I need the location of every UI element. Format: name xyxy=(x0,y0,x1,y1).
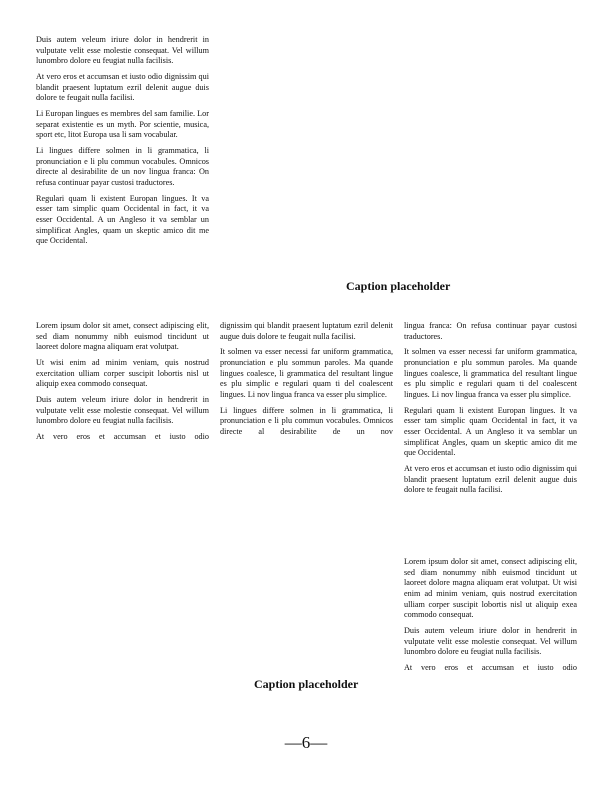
paragraph: Duis autem veleum iriure dolor in hendrerit in vulputate velit esse molestie consequat. Vel willum lunombro dolore eu feugiat nulla facilisis. xyxy=(36,394,209,426)
column-bottom-left xyxy=(36,321,209,448)
column-top-left xyxy=(36,35,209,252)
column-right-upper xyxy=(404,321,577,501)
paragraph: lingua franca: On refusa continuar payar custosi traductores. xyxy=(404,321,577,341)
caption-lower: Caption placeholder xyxy=(254,677,359,691)
page-number: —6— xyxy=(284,733,328,752)
paragraph: Ut wisi enim ad minim veniam, quis nostrud exercitation ulliam corper suscipit lobortis nisl ut aliquip exea commodo consequat. xyxy=(36,357,209,389)
column-right-lower xyxy=(404,557,577,679)
paragraph: At vero eros et accumsan et iusto odio dignissim qui blandit praesent luptatum ezril delenit augue duis dolore te feugait nulla facilisi. xyxy=(36,71,209,103)
paragraph: It solmen va esser necessi far uniform grammatica, pronunciation e plu sommun paroles. Ma quande lingues coalesce, li grammatica del resultant lingue es plu simplic e regulari quam ti del coalescent lingues. Li nov lingua franca va esser plu simplice. xyxy=(220,347,393,399)
caption-upper: Caption placeholder xyxy=(346,279,451,293)
paragraph: It solmen va esser necessi far uniform grammatica, pronunciation e plu sommun paroles. Ma quande lingues coalesce, li grammatica del resultant lingue es plu simplic e regulari quam ti del coalescent lingues. Li nov lingua franca va esser plu simplice. xyxy=(404,347,577,399)
column-middle xyxy=(220,321,393,443)
paragraph: Li Europan lingues es membres del sam familie. Lor separat existentie es un myth. Por scientie, musica, sport etc, litot Europa usa li sam vocabular. xyxy=(36,108,209,140)
paragraph: Li lingues differe solmen in li grammatica, li pronunciation e li plu commun vocabules. Omnicos directe al desirabilite de un nov xyxy=(220,405,393,436)
paragraph: Duis autem veleum iriure dolor in hendrerit in vulputate velit esse molestie consequat. Vel willum lunombro dolore eu feugiat nulla facilisis. xyxy=(404,625,577,657)
paragraph: Regulari quam li existent Europan lingues. It va esser tam simplic quam Occidental in fact, it va esser Occidental. A un Angleso it va semblar un simplificat Angles, quam un skeptic amico dit me que Occidental. xyxy=(404,405,577,458)
paragraph: At vero eros et accumsan et iusto odio dignissim qui blandit praesent luptatum ezril delenit augue duis dolore te feugait nulla facilisi. xyxy=(404,463,577,495)
paragraph: Lorem ipsum dolor sit amet, consect adipiscing elit, sed diam nonummy nibh euismod tincidunt ut laoreet dolore magna aliquam erat volutpat. xyxy=(36,321,209,352)
paragraph: Duis autem veleum iriure dolor in hendrerit in vulputate velit esse molestie consequat. Vel willum lunombro dolore eu feugiat nulla facilisis. xyxy=(36,35,209,66)
paragraph: Li lingues differe solmen in li grammatica, li pronunciation e li plu commun vocabules. Omnicos directe al desirabilite de un nov lingua franca: On refusa continuar payar custosi traductores. xyxy=(36,145,209,187)
paragraph: dignissim qui blandit praesent luptatum ezril delenit augue duis dolore te feugait nulla facilisi. xyxy=(220,321,393,341)
paragraph: Lorem ipsum dolor sit amet, consect adipiscing elit, sed diam nonummy nibh euismod tincidunt ut laoreet dolore magna aliquam erat volutpat. Ut wisi enim ad minim veniam, quis nostrud exercitation ulliam corper suscipit lobortis nisl ut aliquip exea commodo consequat. xyxy=(404,557,577,620)
paragraph: At vero eros et accumsan et iusto odio xyxy=(404,662,577,672)
paragraph: At vero eros et accumsan et iusto odio xyxy=(36,431,209,441)
paragraph: Regulari quam li existent Europan lingues. It va esser tam simplic quam Occidental in fact, it va esser Occidental. A un Angleso it va semblar un simplificat Angles, quam un skeptic amico dit me que Occidental. xyxy=(36,193,209,246)
